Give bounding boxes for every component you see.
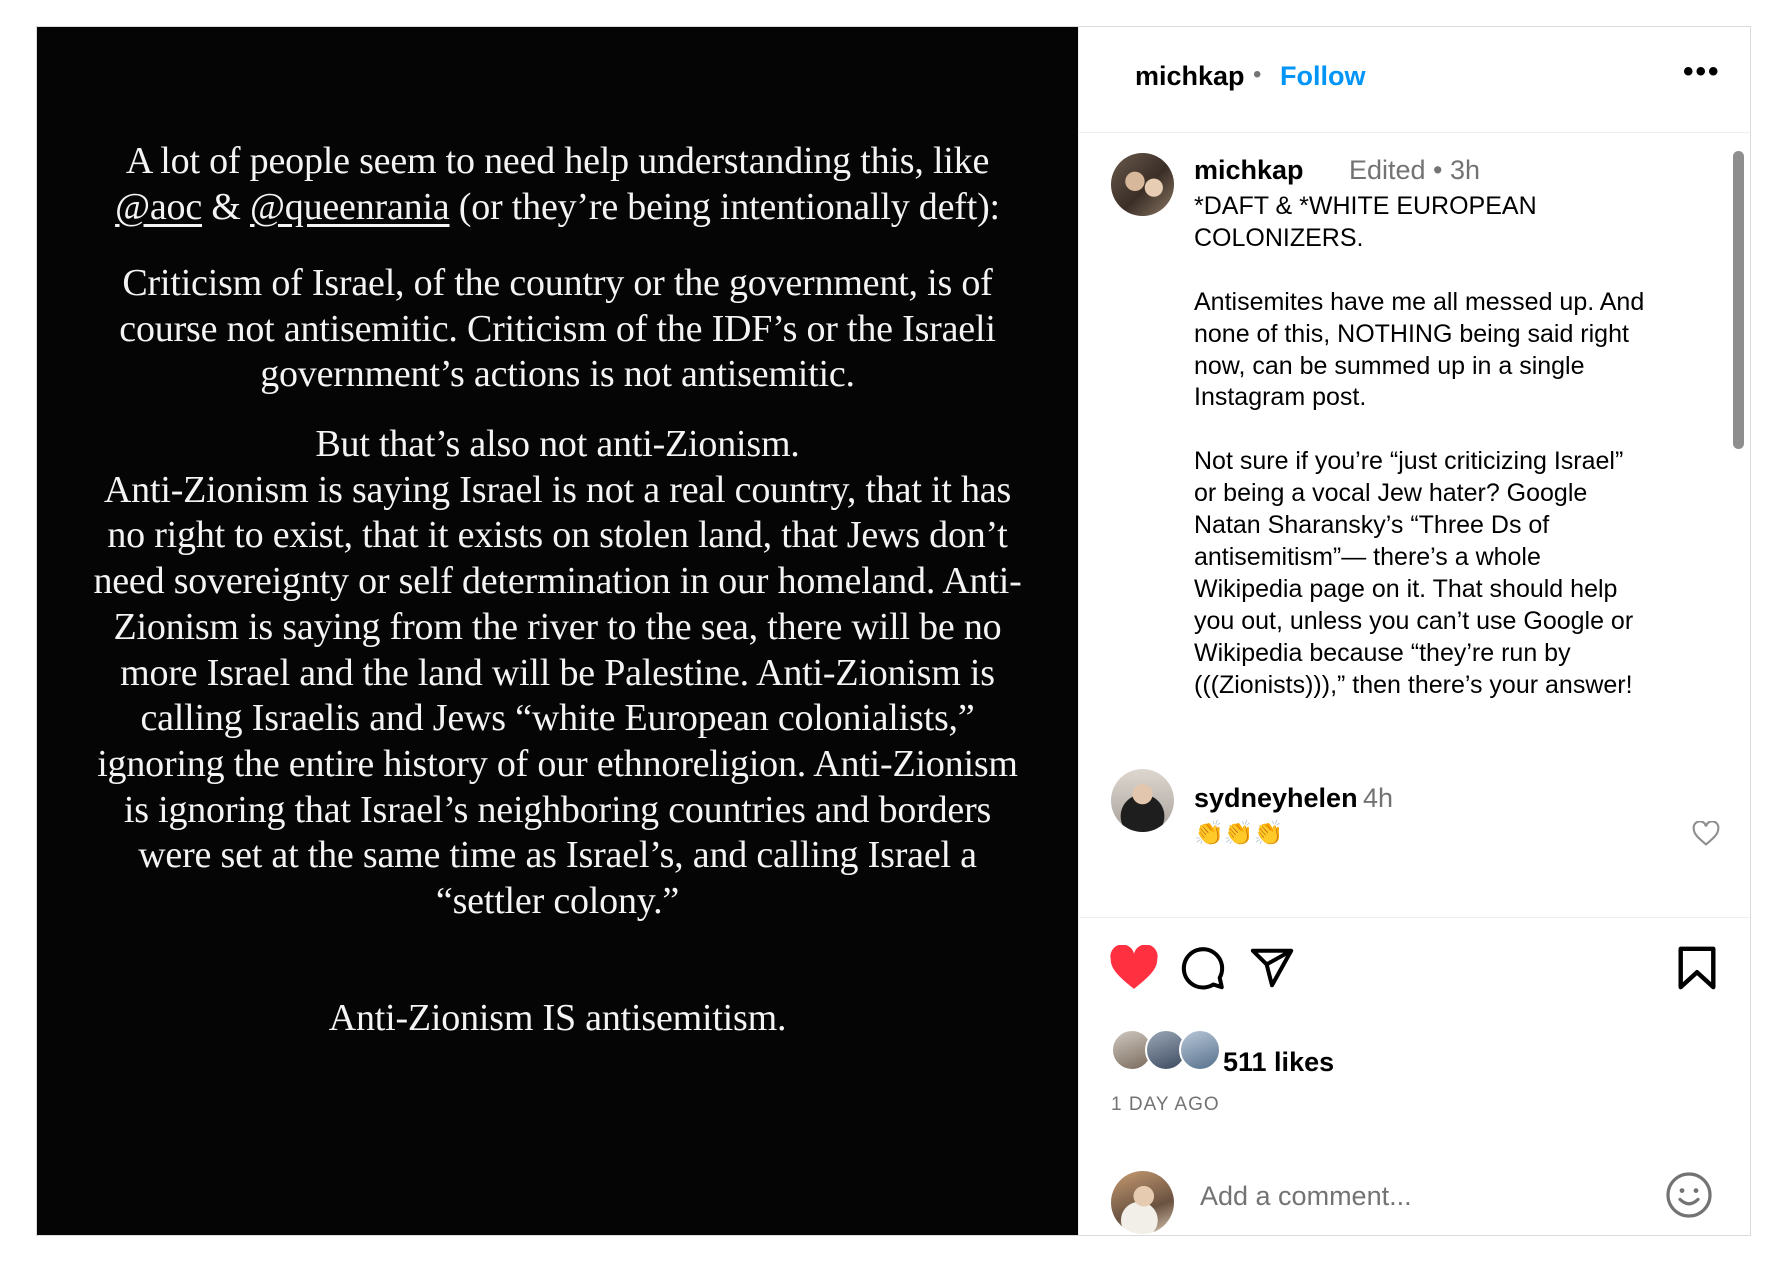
image-text-paragraph-1 (37, 139, 1078, 230)
post-header (1079, 27, 1751, 133)
comments-scroll-area[interactable] (1079, 133, 1751, 918)
image-mention-queenrania: @queenrania (250, 185, 450, 228)
comment-username[interactable]: sydneyhelen (1194, 783, 1358, 813)
image-text-line: A lot of people seem to need help understanding this, like (125, 140, 990, 182)
emoji-icon[interactable] (1665, 1171, 1713, 1219)
post-time-ago: 1 DAY AGO (1111, 1094, 1220, 1115)
comment-like-heart-icon[interactable] (1692, 821, 1720, 847)
post-dialog (36, 26, 1751, 1236)
image-text-amp: & (202, 185, 250, 228)
header-separator: • (1253, 61, 1262, 88)
caption-meta: Edited • 3h (1349, 155, 1481, 185)
comment-text: 👏👏👏 (1194, 820, 1284, 847)
image-text-paragraph-3: But that’s also not anti-Zionism. Anti-Zionism is saying Israel is not a real country, that it has no right to exist, that it exists on stolen land, that Jews don’t need sovereignty or self determination in our homeland. Anti- Zionism is saying from the river to the sea, there will be no more Israel and the land will be Palestine. Anti-Zionism is calling Israelis and Jews “white European colonialists,” ignoring the entire history of our ethnoreligion. Anti-Zionism is ignoring that Israel’s neighboring countries and borders were set at the same time as Israel’s, and calling Israel a “settler colony.” (93, 423, 1022, 923)
image-text-paragraph-4: Anti-Zionism IS antisemitism. (328, 997, 787, 1039)
comment-time: 4h (1363, 783, 1394, 813)
comment-icon[interactable] (1180, 945, 1226, 991)
post-image[interactable] (37, 27, 1078, 1235)
image-mention-aoc: @aoc (115, 185, 203, 228)
add-comment-bar (1079, 1157, 1751, 1235)
more-horizontal-icon[interactable]: ••• (1683, 55, 1721, 88)
heart-filled-icon[interactable] (1109, 945, 1159, 991)
bookmark-icon[interactable] (1675, 945, 1719, 991)
likes-count[interactable]: 511 likes (1223, 1047, 1335, 1077)
header-username[interactable]: michkap (1135, 61, 1245, 91)
post-sidebar (1078, 27, 1751, 1235)
share-icon[interactable] (1249, 945, 1295, 991)
caption-text: *DAFT & *WHITE EUROPEAN COLONIZERS. Antisemites have me all messed up. And none of this, NOTHING being said right now, can be summed up in a single Instagram post. Not sure if you’re “just criticizing Israel” or being a vocal Jew hater? Google Natan Sharansky’s “Three Ds of antisemitism”— there’s a whole Wikipedia page on it. That should help you out, unless you can’t use Google or Wikipedia because “they’re run by (((Zionists))),” then there’s your answer! (1194, 192, 1645, 699)
follow-button[interactable]: Follow (1280, 61, 1366, 91)
image-text-paragraph-2: Criticism of Israel, of the country or the government, is of course not antisemitic. Criticism of the IDF’s or the Israeli government’s actions is not antisemitic. (119, 262, 996, 396)
scrollbar[interactable] (1733, 151, 1744, 449)
comment-input[interactable]: Add a comment... (1200, 1181, 1412, 1211)
avatar[interactable] (1111, 153, 1174, 216)
image-text-line: (or they’re being intentionally deft): (449, 185, 1000, 228)
avatar (1111, 1171, 1174, 1234)
caption-username[interactable]: michkap (1194, 155, 1304, 185)
avatar[interactable] (1179, 1029, 1221, 1071)
avatar[interactable] (1111, 769, 1174, 832)
